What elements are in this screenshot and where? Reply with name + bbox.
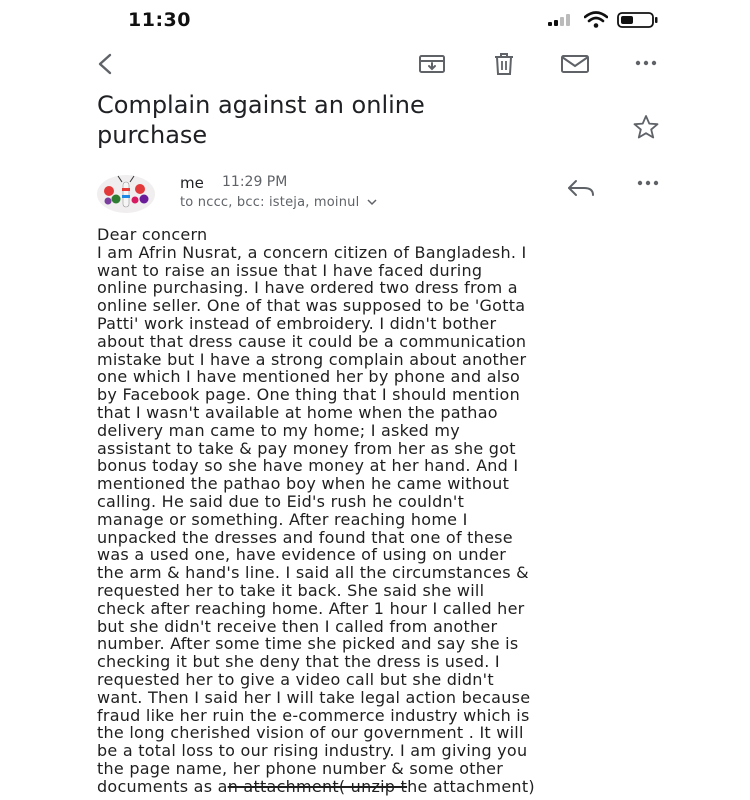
body-line: assistant to take & pay money from her as she got [97,438,516,458]
signal-icon [548,14,574,26]
trash-icon[interactable] [492,52,516,76]
body-line: the long cherished vision of our government . It will [97,723,524,743]
sent-time: 11:29 PM [222,174,288,190]
sender-name: me [180,174,204,192]
last-line-end: he attachment) [407,776,535,796]
body-line: by Facebook page. One thing that I should mention [97,385,520,405]
back-arrow-icon[interactable] [94,52,118,76]
email-body [97,226,667,796]
body-line: requested her to give a video call but she didn't [97,669,494,689]
body-line: manage or something. After reaching home I [97,509,468,529]
body-line: fraud like her ruin the e-commerce industry which is [97,705,530,725]
subject-line: Complain against an online [97,91,425,119]
body-line: want to raise an issue that I have faced during [97,260,483,280]
email-subject [97,90,597,150]
body-line: I am Afrin Nusrat, a concern citizen of Bangladesh. I [97,242,527,262]
body-line: that I wasn't available at home when the pathao [97,402,498,422]
body-line: about that dress cause it could be a communication [97,331,527,351]
body-line: want. Then I said her I will take legal action because [97,687,531,707]
body-line: bonus today so she have money at her hand. And I [97,456,519,476]
avatar[interactable] [96,174,156,214]
battery-icon [617,12,659,28]
body-line: delivery man came to my home; I asked my [97,420,460,440]
body-line-last [97,778,667,796]
body-line: the page name, her phone number & some other [97,758,504,778]
body-line: calling. He said due to Eid's rush he couldn't [97,491,465,511]
last-line-start: documents as a [97,776,228,796]
recipients-text: to nccc, bcc: isteja, moinul [180,195,360,210]
body-line: number. After some time she picked and say she is [97,634,519,654]
more-options-icon[interactable] [634,58,658,68]
struck-text: n attachment( unzip t [227,776,408,796]
body-line: unpacked the dresses and found that one of these [97,527,513,547]
body-line: mistake but I have a strong complain about another [97,349,527,369]
status-time: 11:30 [128,9,191,31]
body-line: be a total loss to our rising industry. I am giving you [97,741,528,761]
subject-line: purchase [97,121,208,149]
body-line: mentioned the pathao boy when he came without [97,474,510,494]
body-line: online purchasing. I have ordered two dress from a [97,278,518,298]
status-bar [0,0,750,40]
mail-icon[interactable] [560,52,590,76]
message-more-icon[interactable] [636,178,660,188]
body-line: one which I have mentioned her by phone and also [97,367,521,387]
body-line: Patti' work instead of embroidery. I didn't bother [97,313,497,333]
archive-icon[interactable] [418,52,446,76]
body-line: check after reaching home. After 1 hour I called her [97,598,525,618]
body-line: requested her to take it back. She said she will [97,580,485,600]
body-line: the arm & hand's line. I said all the circumstances & [97,563,529,583]
recipients-toggle[interactable] [180,195,377,210]
body-line: checking it but she deny that the dress is used. I [97,652,500,672]
body-line: Dear concern [97,225,208,244]
star-icon[interactable] [632,114,660,140]
wifi-icon [584,11,608,28]
body-line: online seller. One of that was supposed to be 'Gotta [97,296,526,316]
body-line: was a used one, have evidence of using on under [97,545,507,565]
toolbar [0,44,750,84]
chevron-down-icon [367,198,377,206]
reply-icon[interactable] [566,178,596,198]
body-line: but she didn't receive then I called from another [97,616,498,636]
